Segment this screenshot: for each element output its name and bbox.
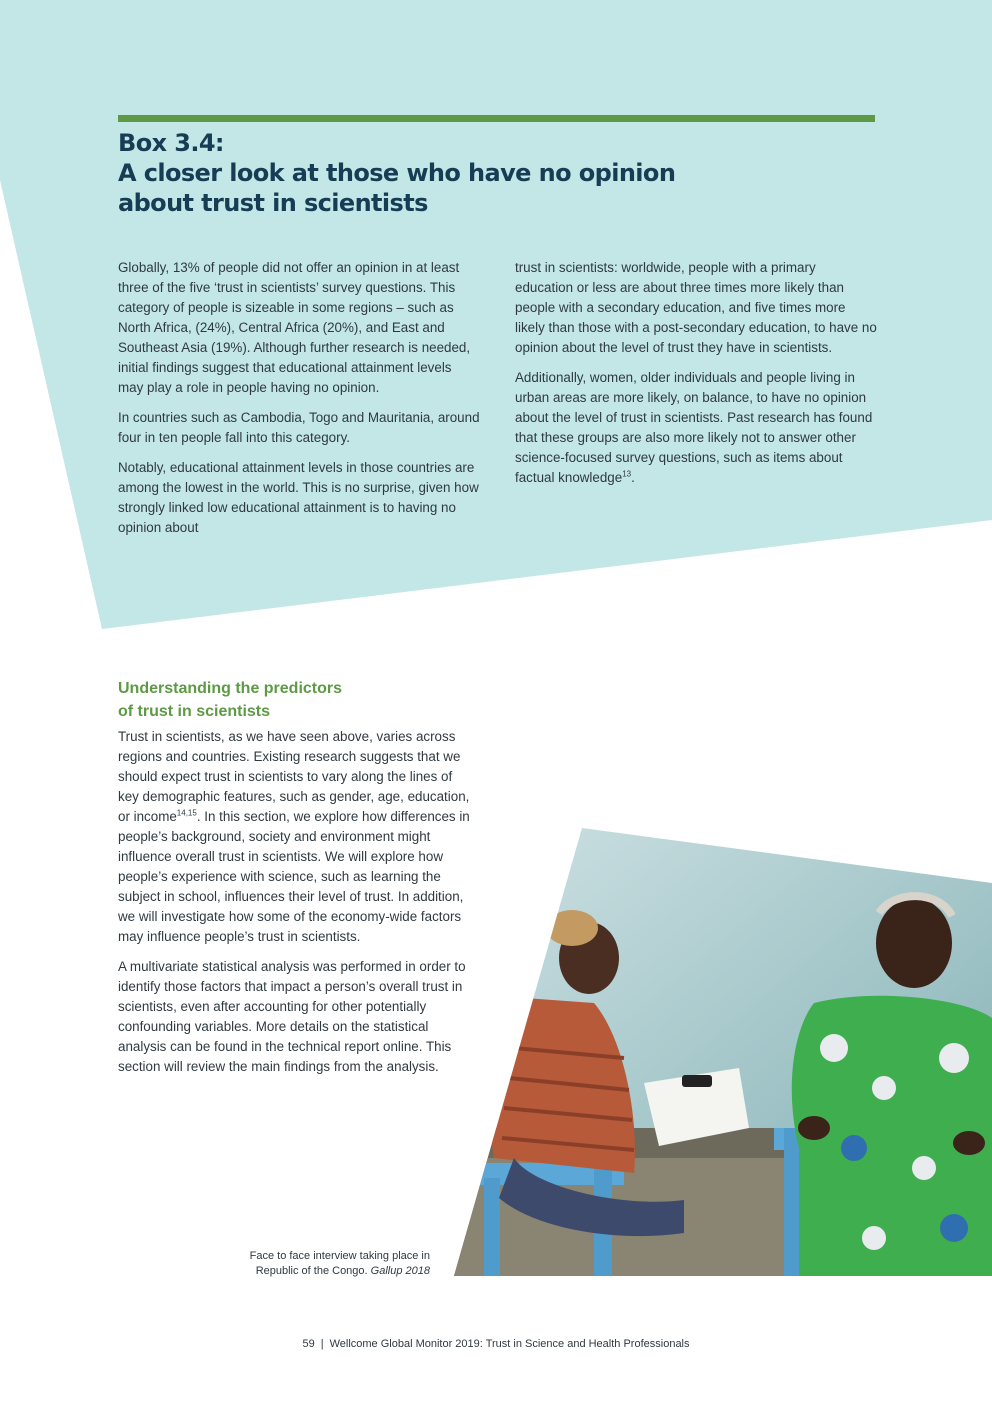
- box-title: [118, 128, 818, 218]
- section-heading-line-2: of trust in scientists: [118, 703, 271, 720]
- caption-credit: Gallup 2018: [370, 1265, 430, 1277]
- page-footer: [0, 1338, 992, 1350]
- section-paragraph: [118, 727, 474, 947]
- caption-line-1: Face to face interview taking place in: [249, 1250, 430, 1262]
- photo-caption: [200, 1249, 430, 1279]
- publication-title: Wellcome Global Monitor 2019: Trust in Science and Health Professionals: [329, 1338, 690, 1350]
- paragraph-end: .: [631, 470, 635, 485]
- box-title-line-2: about trust in scientists: [118, 189, 428, 217]
- paragraph-text: Trust in scientists, as we have seen above, varies across regions and countries. Existing research suggests that we should expect trust in scientists to vary along the lines of key demographic features, such as gender, age, education, or income: [118, 729, 470, 824]
- box-paragraph: Notably, educational attainment levels in those countries are among the lowest in the world. This is no surprise, given how strongly linked low educational attainment is to having no opinion about: [118, 460, 479, 535]
- paragraph-text: Additionally, women, older individuals and people living in urban areas are more likely, on balance, to have no opinion about the level of trust in scientists. Past research has found that these groups are also more likely not to answer other science-focused survey questions, such as items about factual knowledge: [515, 370, 873, 485]
- section-body: [118, 727, 474, 1087]
- box-label: Box 3.4:: [118, 129, 224, 157]
- interview-photo: [454, 828, 992, 1276]
- section-heading-line-1: Understanding the predictors: [118, 680, 343, 697]
- reference-superscript: 13: [622, 469, 632, 479]
- box-paragraph: In countries such as Cambodia, Togo and Mauritania, around four in ten people fall into this category.: [118, 410, 480, 445]
- caption-location: Republic of the Congo.: [255, 1265, 368, 1277]
- box-title-line-1: A closer look at those who have no opinion: [118, 159, 676, 187]
- box-right-column: [515, 258, 877, 498]
- section-heading: [118, 677, 498, 723]
- box-paragraph: [515, 368, 877, 488]
- footer-separator: |: [320, 1338, 324, 1350]
- reference-superscript: 14,15: [176, 808, 197, 818]
- caption-line-2: [200, 1264, 430, 1279]
- box-top-rule: [118, 115, 875, 122]
- box-paragraph: Globally, 13% of people did not offer an opinion in at least three of the five ‘trust in scientists’ survey questions. This category of people is sizeable in some regions – such as North Africa, (24%), Central Africa (20%), and East and Southeast Asia (19%). Although further research is needed, initial findings suggest that educational attainment levels may play a role in people having no opinion.: [118, 260, 471, 395]
- box-left-column: [118, 258, 480, 548]
- section-paragraph: A multivariate statistical analysis was performed in order to identify those factors that impact a person’s overall trust in scientists, even after accounting for other potentially confounding variables. More details on the statistical analysis can be found in the technical report online. This section will review the main findings from the analysis.: [118, 959, 466, 1074]
- box-paragraph: trust in scientists: worldwide, people with a primary education or less are about three times more likely than people with a secondary education, and five times more likely than those with a post-secondary education, to have no opinion about the level of trust they have in scientists.: [515, 260, 877, 355]
- page-number: 59: [302, 1338, 315, 1350]
- paragraph-text-continued: . In this section, we explore how differences in people’s background, society and environment might influence overall trust in scientists. We will explore how people’s experience with science, such as learning the subject in school, influences their level of trust. In addition, we will investigate how some of the economy-wide factors may influence people’s trust in scientists.: [118, 809, 470, 944]
